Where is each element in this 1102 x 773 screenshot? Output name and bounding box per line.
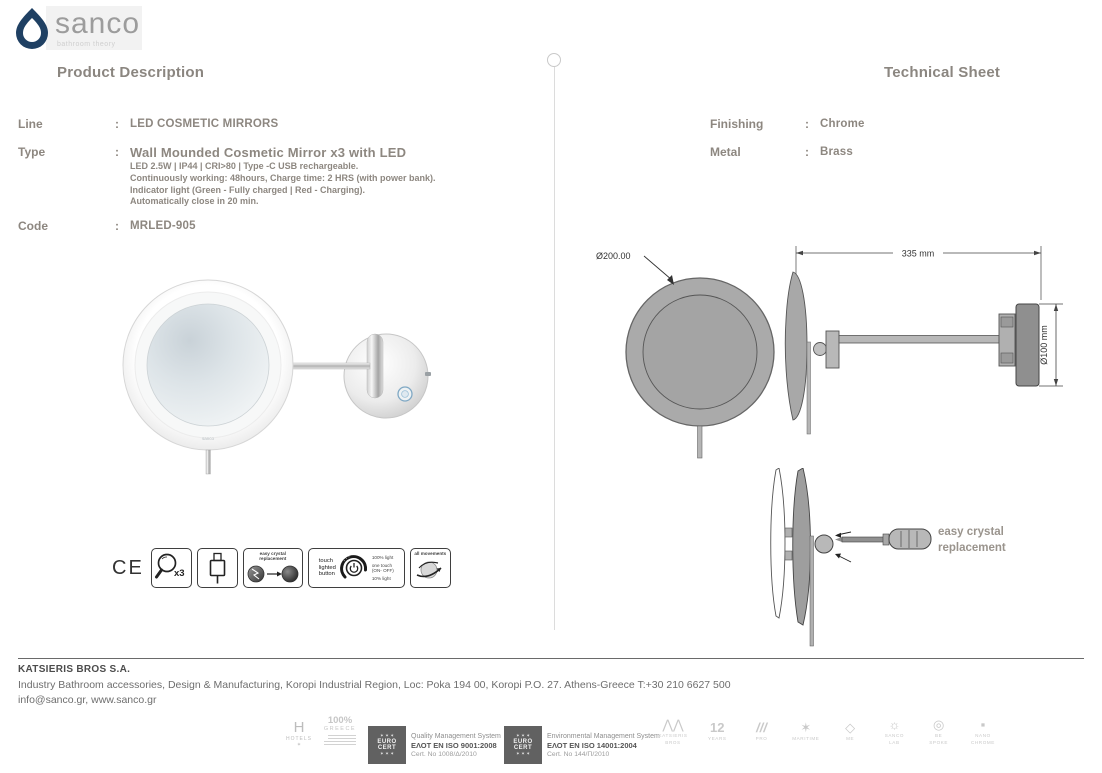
drawing-crystal-replacement [763,468,938,648]
me-icon: ◇ ME [845,720,856,742]
eurocert-iso14001-badge: ✶ ✶ ✶ EURO CERT ✶ ✶ ✶ Environmental Management System ΕΛΟΤ EN ISO 14001:2004 Cert. No 144/Π/2010 [504,726,660,764]
usb-plug-icon [200,550,234,586]
sanco-drop-icon [12,6,52,50]
spec-value: LED COSMETIC MIRRORS [130,118,279,130]
type-detail-line: Indicator light (Green - Fully charged | Red - Charging). [130,184,366,195]
footer-company: KATSIERIS BROS S.A. [18,664,131,675]
spec-colon: : [805,117,809,131]
maritime-icon: ✶ MARITIME [792,720,820,742]
spec-colon: : [115,145,119,159]
hotels-icon: H HOTELS ✶ [285,719,312,748]
ce-mark-icon: CE [112,556,144,579]
spec-label: Finishing [710,117,764,131]
spec-row-line [18,117,278,131]
logo-brand-text: sanco [55,7,141,40]
sanco-lab-icon: ☼ SANCO LAB [884,717,905,745]
magnification-x3-badge [151,548,192,588]
rim-logo-text: sanco [201,436,215,441]
all-movements-badge [410,548,451,588]
badge-label: replacement [259,556,287,561]
eurocert-logo-icon: ✶ ✶ ✶ EURO CERT ✶ ✶ ✶ [504,726,542,764]
badge-label: all movements [414,551,447,556]
front-diameter-dim: Ø200.00 [596,251,631,261]
eurocert-iso9001-badge: ✶ ✶ ✶ EURO CERT ✶ ✶ ✶ Quality Management System ΕΛΟΤ EN ISO 9001:2008 Cert. No 1008/Δ/2010 [368,726,501,764]
easy-crystal-replacement-badge [243,548,303,588]
spec-colon: : [115,117,119,131]
drawing-side-view [783,230,1073,458]
badge-label: touch lighted button [318,557,336,578]
type-details [130,161,436,208]
product-photo-mirror [118,268,453,483]
spec-label: Metal [710,145,741,159]
footer-contacts: info@sanco.gr, www.sanco.gr [18,694,157,706]
power-dial-icon [337,551,371,585]
product-description-heading: Product Description [57,64,205,81]
badge-label: easy crystal [259,551,286,556]
badge-label: 100% light one touch (ON- OFF) 10% light [371,555,394,581]
footer-address: Industry Bathroom accessories, Design & Manufacturing, Koropi Industrial Region, Loc: Poka 194 00, Koropi P.O. 27. Athens-Greece T:+30 210 6627 500 [18,679,731,691]
spec-colon: : [805,145,809,159]
brand-watermark-icons [652,718,1004,745]
divider-dot [547,53,561,67]
spec-colon: : [115,219,119,233]
type-detail-line: Continuously working: 48hours, Charge time: 2 HRS (with power bank). [130,172,436,183]
spec-label: Type [18,145,46,159]
katsieris-bros-icon: ⋀⋀ KATSIERIS BROS [658,717,688,745]
technical-sheet-heading: Technical Sheet [884,64,1001,81]
12-years-icon: 12 YEARS [707,720,727,742]
spec-row-finishing [710,117,865,131]
plate-diameter-dim: Ø100 mm [1039,325,1049,365]
spec-label: Line [18,117,43,131]
drawing-front-view [588,230,813,462]
usb-rechargeable-badge [197,548,238,588]
svg-text:x3: x3 [174,568,185,579]
arm-length-dim: 335 mm [901,248,935,259]
spec-row-type [18,145,406,160]
logo-tagline: bathroom theory [57,41,116,48]
magnifier-icon [153,550,189,586]
spec-value: Chrome [820,118,865,130]
spec-row-code [18,219,196,233]
feature-badges-row [112,546,451,590]
nano-chrome-icon: ▪ NANO CHROME [970,717,995,745]
eurocert-logo-icon: ✶ ✶ ✶ EURO CERT ✶ ✶ ✶ [368,726,406,764]
spec-value: MRLED-905 [130,220,196,232]
column-divider [554,67,555,630]
crystal-swap-icon [246,561,300,586]
greece-100-icon: 100% GREECE [322,716,358,745]
touch-lighted-button-badge [308,548,405,588]
spec-label: Code [18,219,48,233]
crystal-replacement-note: easy crystal replacement [938,526,1006,554]
footer-divider [18,658,1084,659]
pro-icon: /// PRO [755,720,768,742]
type-detail-line: LED 2.5W | IP44 | CRI>80 | Type -C USB rechargeable. [130,161,359,171]
spec-value: Wall Mounded Cosmetic Mirror x3 with LED [130,145,407,160]
spec-row-metal [710,145,853,159]
bespoke-icon: ◎ BE SPOKE [929,717,949,745]
movements-icon [414,556,446,584]
spec-value: Brass [820,146,853,158]
type-detail-line: Automatically close in 20 min. [130,196,259,207]
